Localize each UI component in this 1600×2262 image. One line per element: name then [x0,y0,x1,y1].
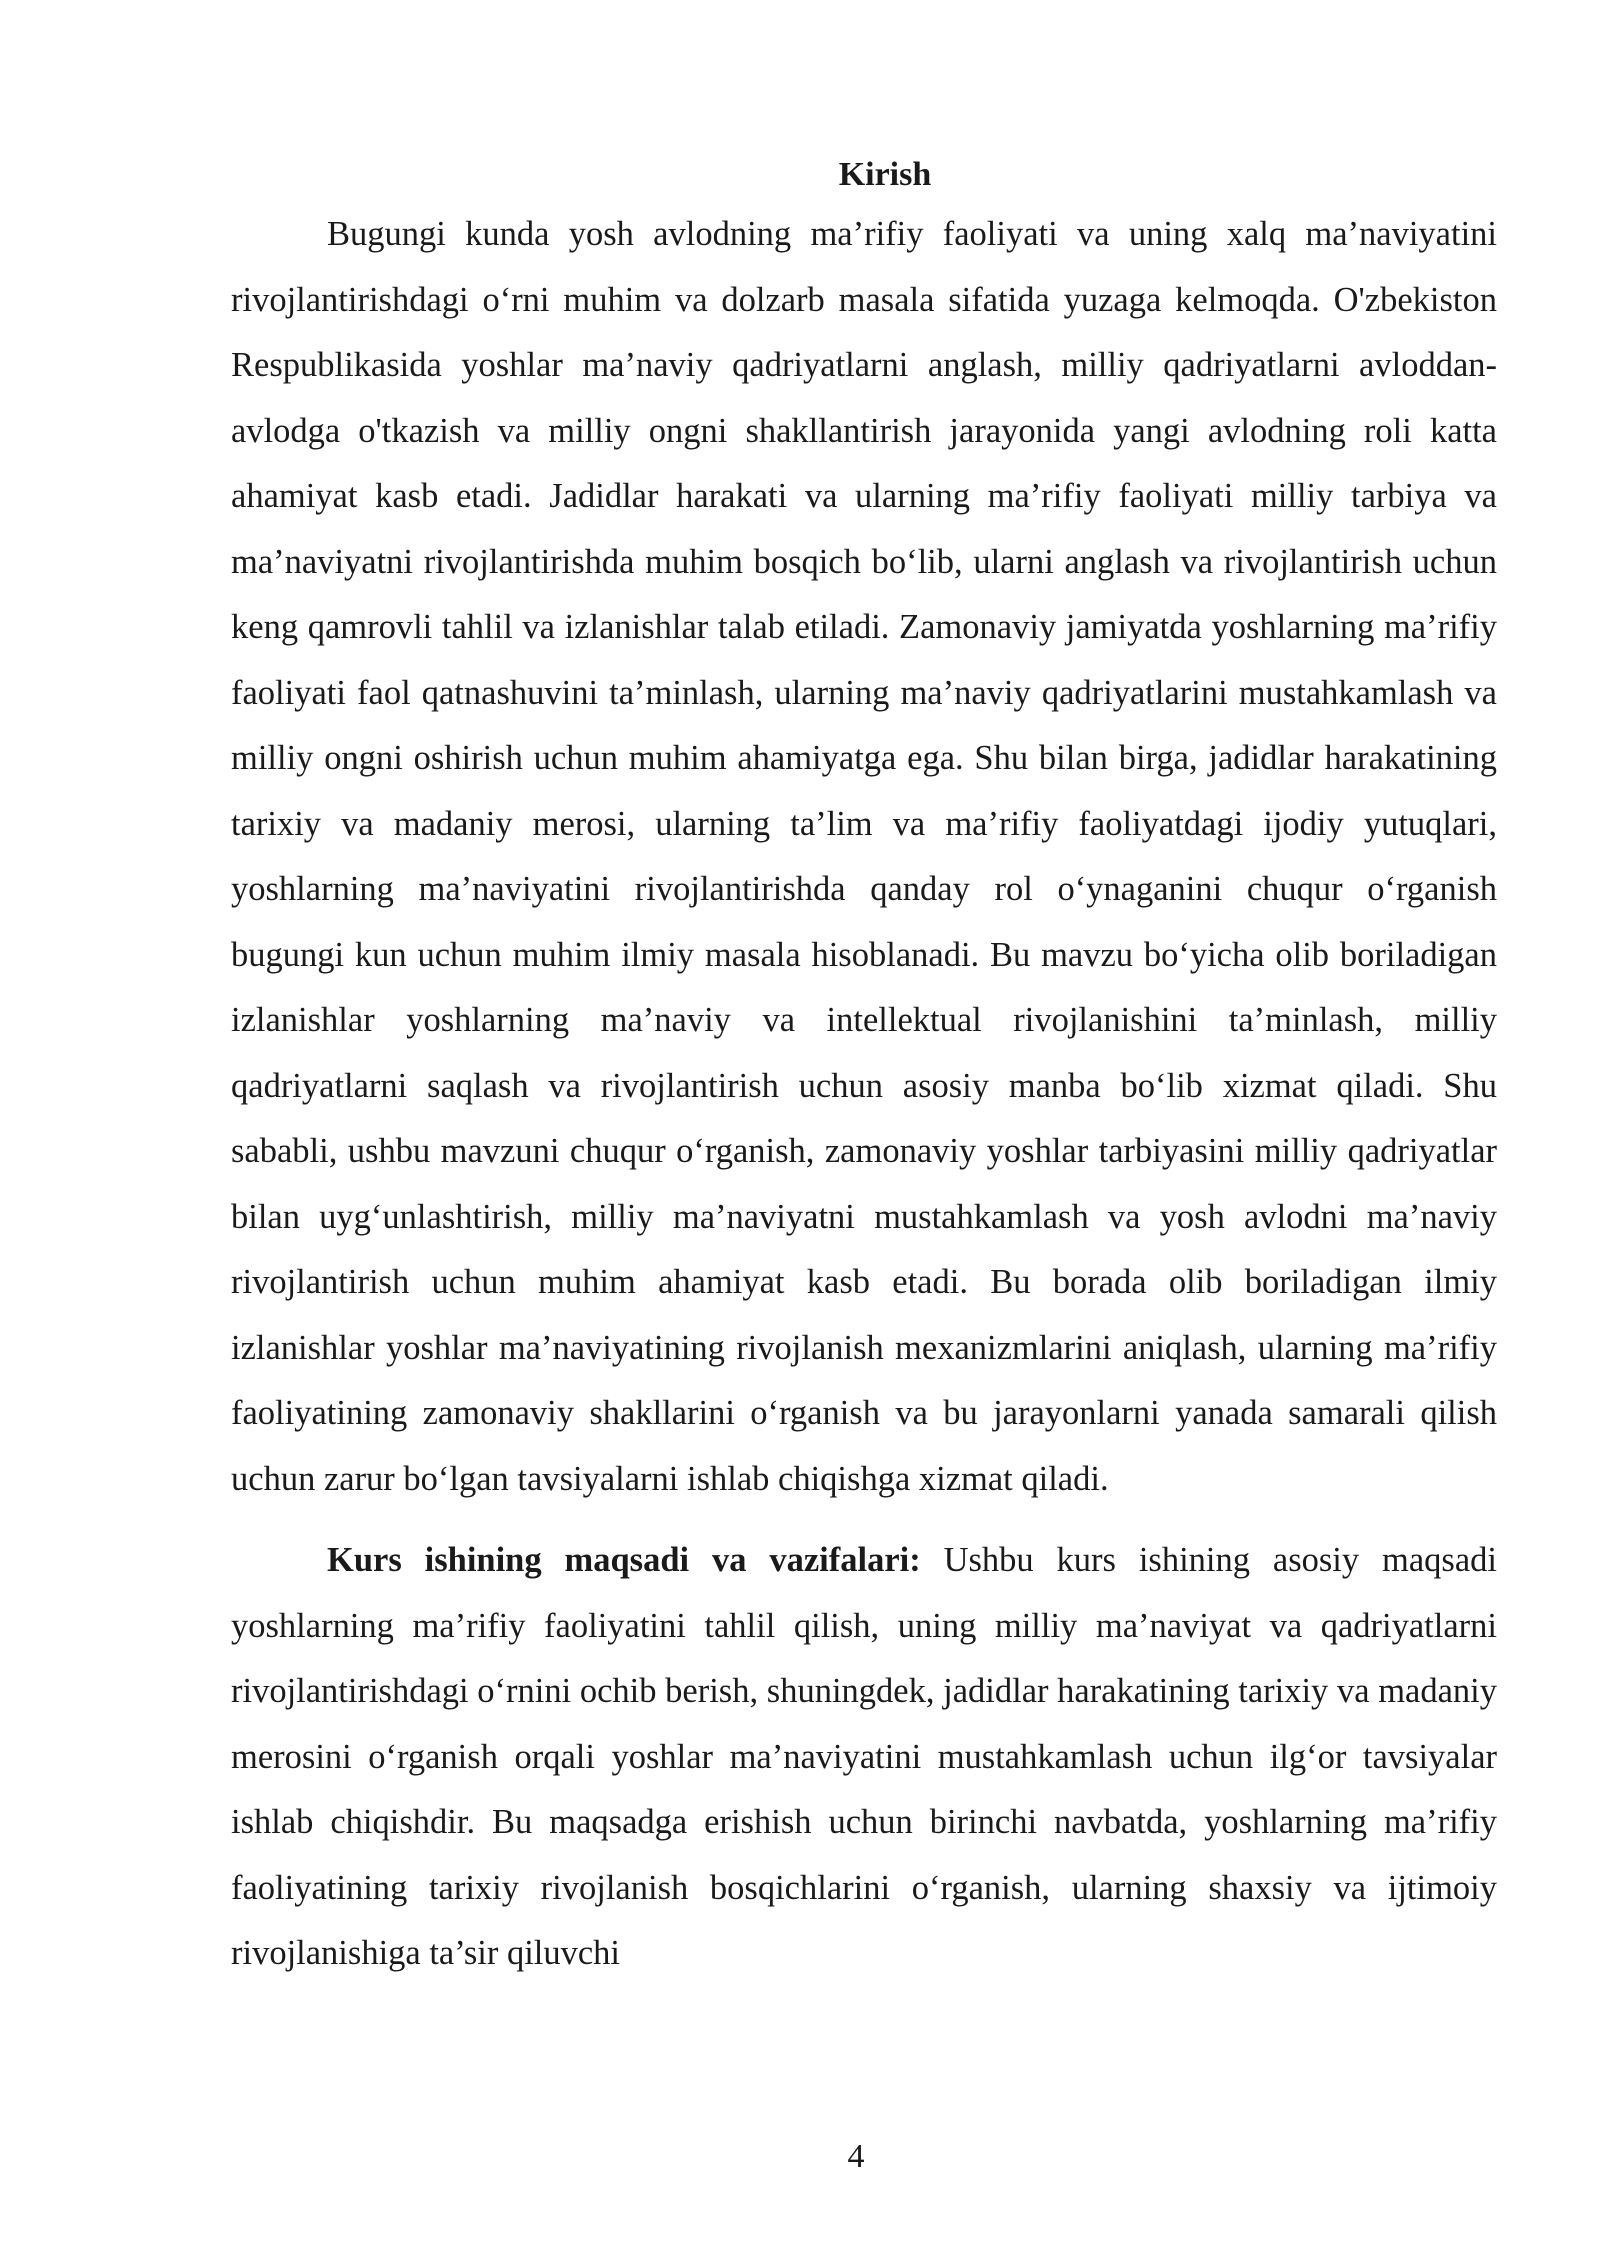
goals-text: Ushbu kurs ishining asosiy maqsadi yoshlarning ma’rifiy faoliyatini tahlil qilish, uning milliy ma’naviyat va qadriyatlarni rivojlantirishdagi o‘rnini ochib berish, shuningdek, jadidlar harakatining tarixiy va madaniy merosini o‘rganish orqali yoshlar ma’naviyatini mustahkamlash uchun ilg‘or tavsiyalar ishlab chiqishdir. Bu maqsadga erishish uchun birinchi navbatda, yoshlarning ma’rifiy faoliyatining tarixiy rivojlanish bosqichlarini o‘rganish, ularning shaxsiy va ijtimoiy rivojlanishiga ta’sir qiluvchi [231,1541,1497,1972]
goals-heading: Kurs ishining maqsadi va vazifalari: [327,1541,921,1579]
document-page [231,148,1497,1987]
goals-paragraph [231,1528,1497,1987]
intro-paragraph: Bugungi kunda yosh avlodning ma’rifiy faoliyati va uning xalq ma’naviyatini rivojlantirishdagi o‘rni muhim va dolzarb masala sifatida yuzaga kelmoqda. O'zbekiston Respublikasida yoshlar ma’naviy qadriyatlarni anglash, milliy qadriyatlarni avloddan-avlodga o'tkazish va milliy ongni shakllantirish jarayonida yangi avlodning roli katta ahamiyat kasb etadi. Jadidlar harakati va ularning ma’rifiy faoliyati milliy tarbiya va ma’naviyatni rivojlantirishda muhim bosqich bo‘lib, ularni anglash va rivojlantirish uchun keng qamrovli tahlil va izlanishlar talab etiladi. Zamonaviy jamiyatda yoshlarning ma’rifiy faoliyati faol qatnashuvini ta’minlash, ularning ma’naviy qadriyatlarini mustahkamlash va milliy ongni oshirish uchun muhim ahamiyatga ega. Shu bilan birga, jadidlar harakatining tarixiy va madaniy merosi, ularning ta’lim va ma’rifiy faoliyatdagi ijodiy yutuqlari, yoshlarning ma’naviyatini rivojlantirishda qanday rol o‘ynaganini chuqur o‘rganish bugungi kun uchun muhim ilmiy masala hisoblanadi. Bu mavzu bo‘yicha olib boriladigan izlanishlar yoshlarning ma’naviy va intellektual rivojlanishini ta’minlash, milliy qadriyatlarni saqlash va rivojlantirish uchun asosiy manba bo‘lib xizmat qiladi. Shu sababli, ushbu mavzuni chuqur o‘rganish, zamonaviy yoshlar tarbiyasini milliy qadriyatlar bilan uyg‘unlashtirish, milliy ma’naviyatni mustahkamlash va yosh avlodni ma’naviy rivojlantirish uchun muhim ahamiyat kasb etadi. Bu borada olib boriladigan ilmiy izlanishlar yoshlar ma’naviyatining rivojlanish mexanizmlarini aniqlash, ularning ma’rifiy faoliyatining zamonaviy shakllarini o‘rganish va bu jarayonlarni yanada samarali qilish uchun zarur bo‘lgan tavsiyalarni ishlab chiqishga xizmat qiladi. [231,215,1497,1498]
page-number: 4 [847,2138,865,2175]
section-title: Kirish [838,156,932,193]
